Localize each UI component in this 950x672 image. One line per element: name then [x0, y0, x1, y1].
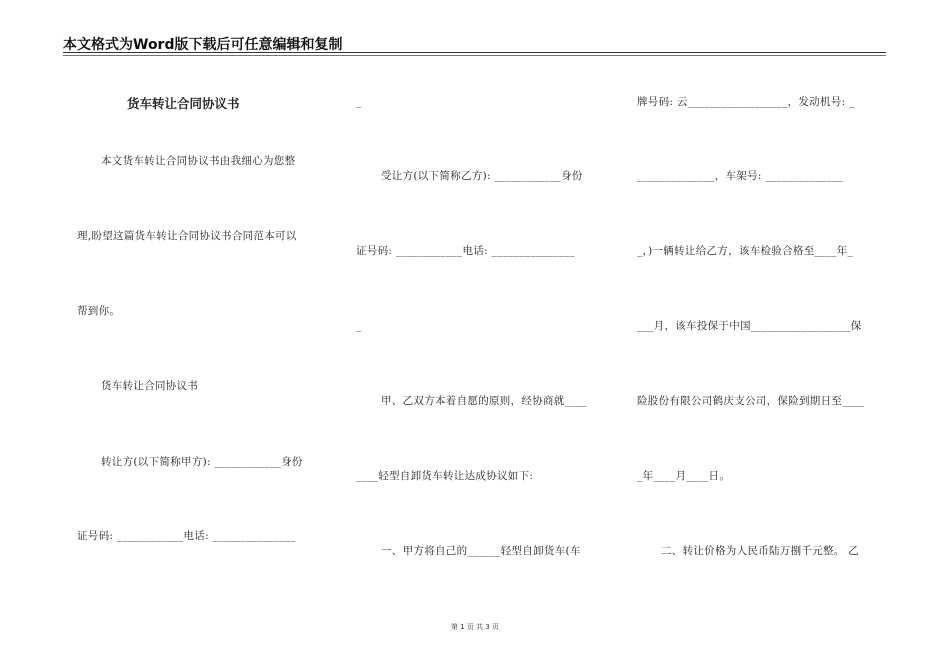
col3-line-4: ___月，该车投保于中国__________________保 [637, 320, 862, 332]
col1-line-5: 转让方(以下简称甲方): ____________身份 [101, 456, 303, 468]
col1-line-3: 帮到你。 [77, 305, 121, 317]
col2-line-2: 受让方(以下简称乙方): ____________身份 [381, 170, 583, 182]
col3-line-3: _，)一辆转让给乙方，该车检验合格至____年_ [637, 245, 854, 257]
col3-line-1: 牌号码: 云__________________，发动机号: _ [637, 96, 855, 108]
col2-line-3: 证号码: ____________电话: _______________ [356, 245, 575, 257]
col1-line-1: 本文货车转让合同协议书由我细心为您整 [101, 155, 296, 167]
col2-line-1: _ [356, 96, 362, 108]
header-rule [63, 52, 886, 53]
col3-line-5: 险股份有限公司鹤庆支公司，保险到期日至____ [637, 395, 865, 407]
col2-line-7: 一、甲方将自己的______轻型自卸货车(车 [381, 545, 581, 557]
col2-line-5: 甲、乙双方本着自愿的原则，经协商就____ [381, 395, 587, 407]
col3-line-2: ______________，车架号: ______________ [637, 170, 844, 182]
page-header: 本文格式为Word版下载后可任意编辑和复制 [63, 37, 343, 53]
col1-line-4: 货车转让合同协议书 [101, 380, 199, 392]
col3-line-7: 二、转让价格为人民币陆万捌千元整。 乙 [661, 545, 860, 557]
header-rule-thin [63, 55, 886, 56]
col1-line-2: 理,盼望这篇货车转让合同协议书合同范本可以 [77, 230, 297, 242]
page-footer: 第 1 页 共 3 页 [450, 623, 500, 631]
document-title: 货车转让合同协议书 [127, 96, 240, 111]
col3-line-6: _年____月____日。 [637, 470, 731, 482]
col2-line-6: ____轻型自卸货车转让达成协议如下: [356, 470, 534, 482]
col2-line-4: _ [356, 320, 362, 332]
col1-line-6: 证号码: ____________电话: _______________ [77, 530, 296, 542]
